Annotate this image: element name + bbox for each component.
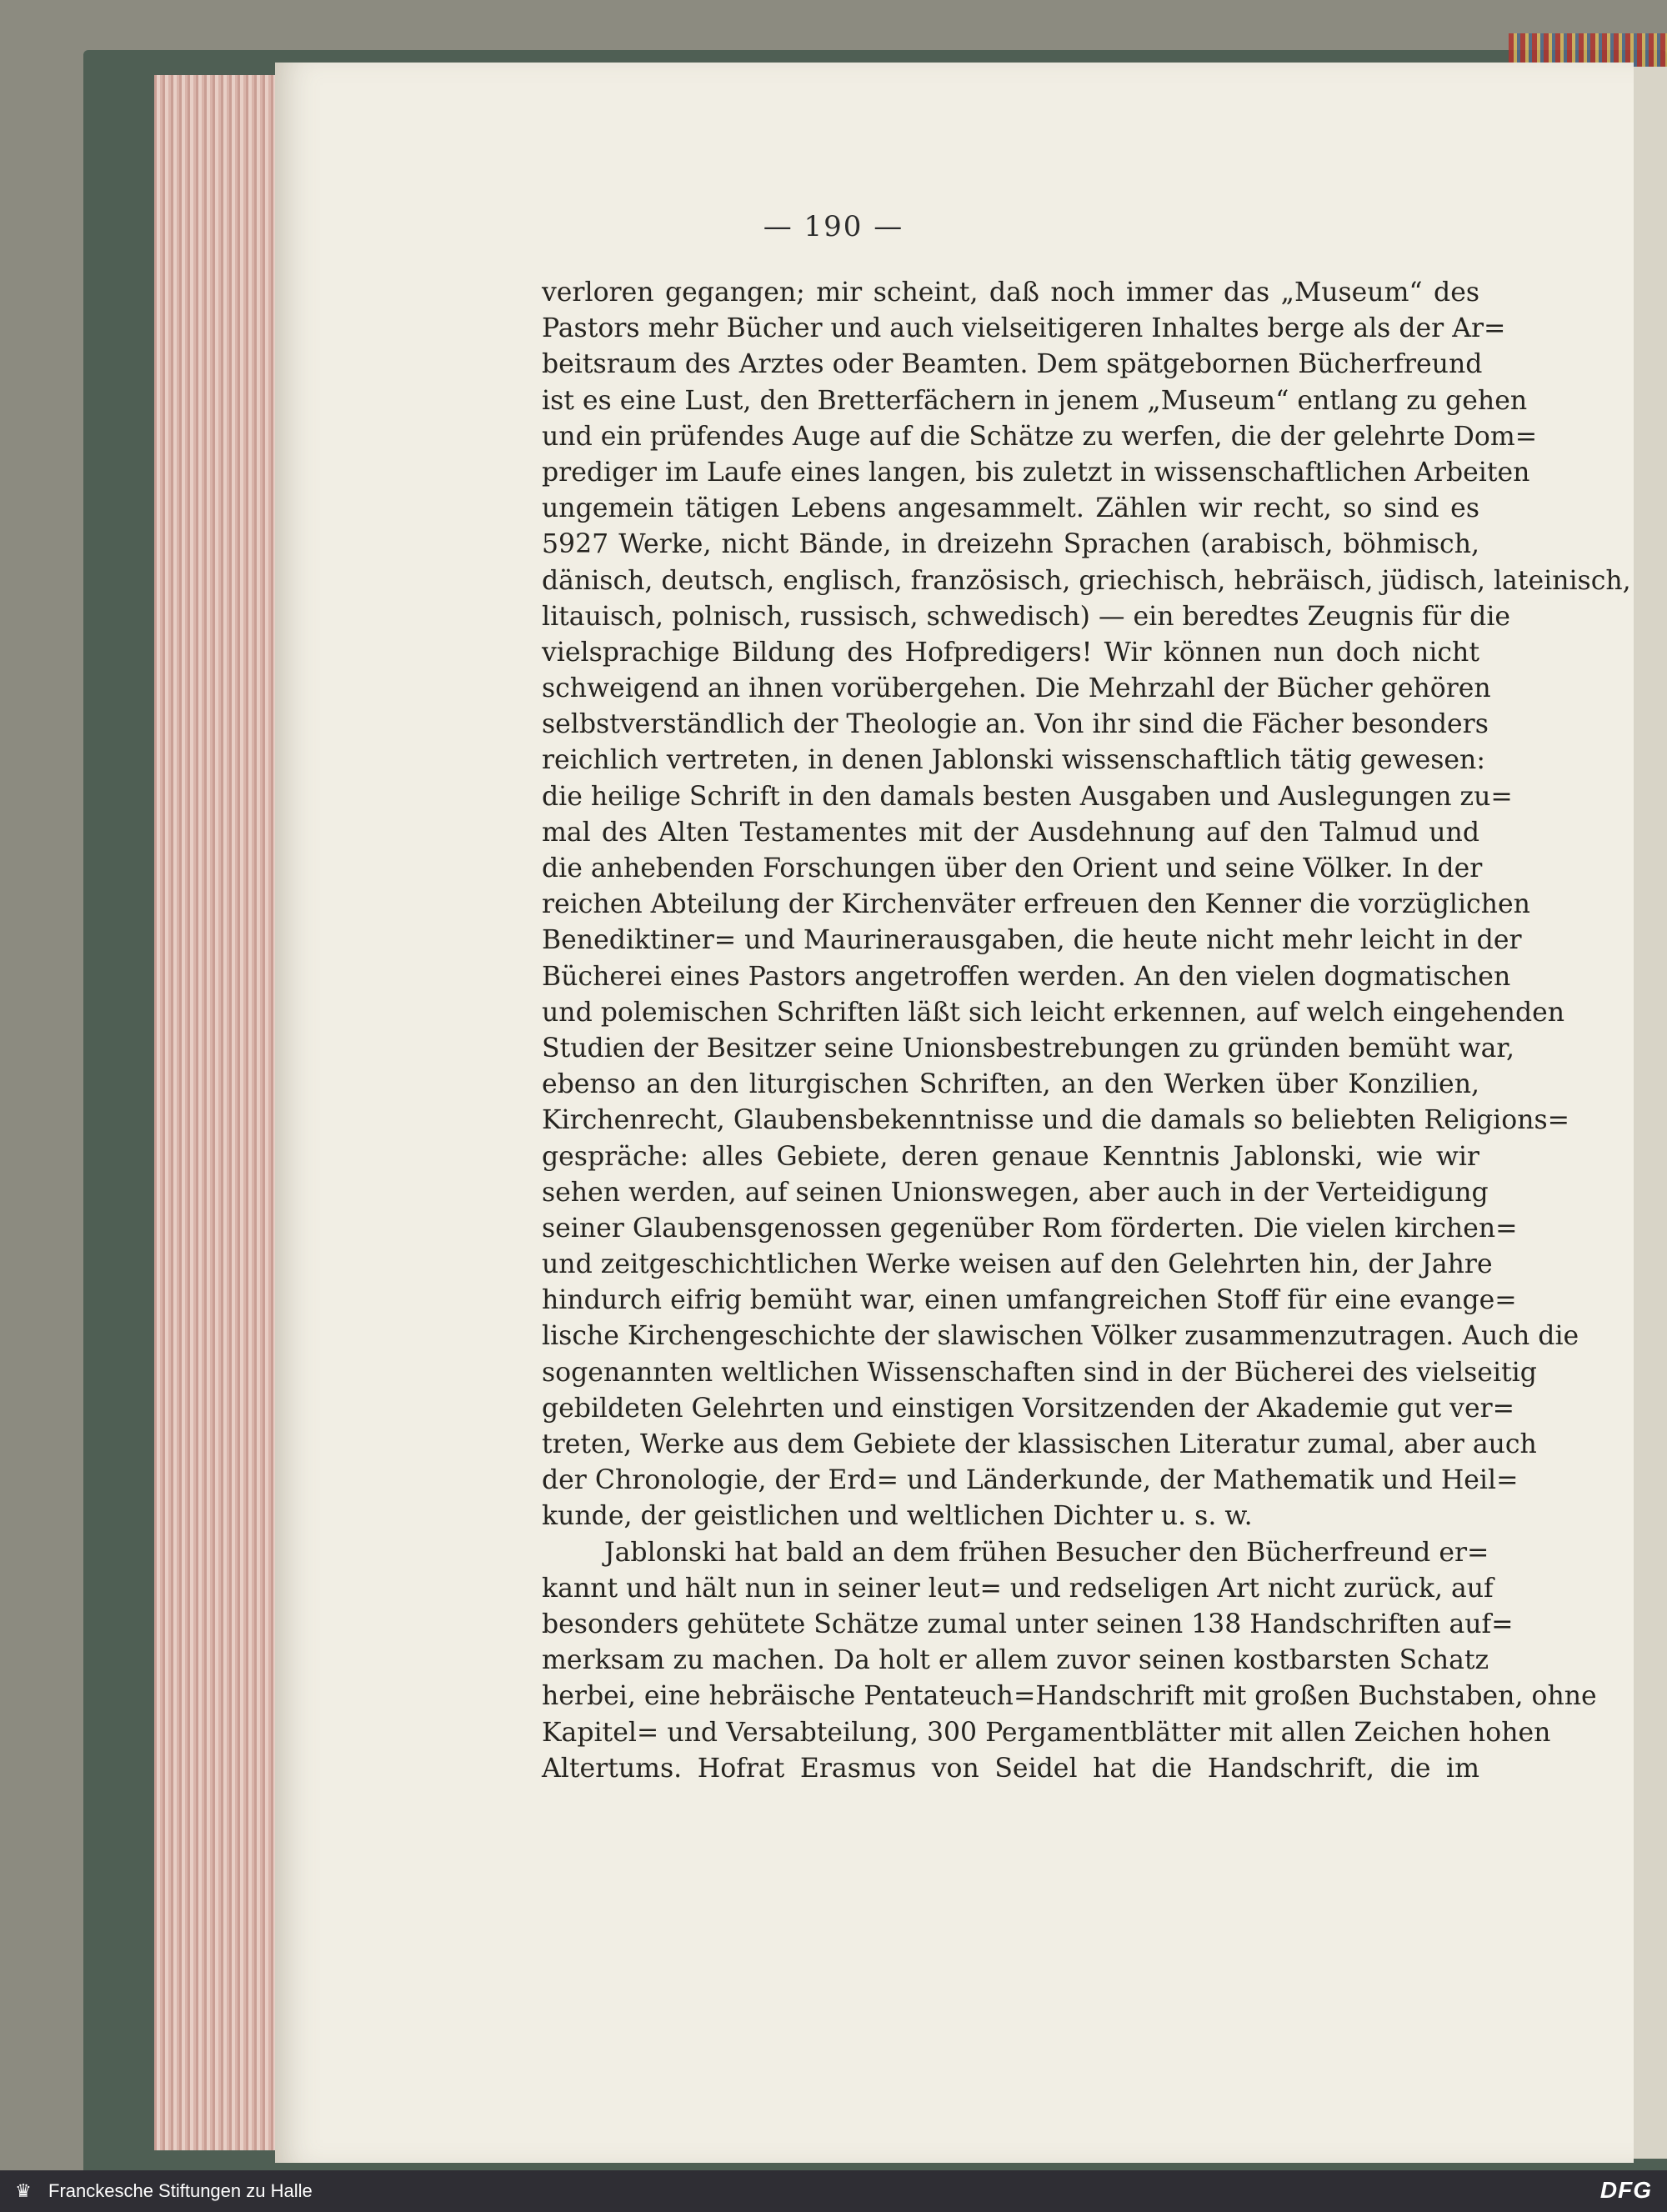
text-line: seiner Glaubensgenossen gegenüber Rom förderten. Die vielen kirchen= [542, 1213, 1518, 1244]
text-line: Pastors mehr Bücher und auch vielseitigeren Inhaltes berge als der Ar= [542, 313, 1506, 344]
text-line: schweigend an ihnen vorübergehen. Die Mehrzahl der Bücher gehören [542, 673, 1491, 704]
text-line: gebildeten Gelehrten und einstigen Vorsitzenden der Akademie gut ver= [542, 1393, 1515, 1424]
text-line: Benediktiner= und Maurinerausgaben, die heute nicht mehr leicht in der [542, 925, 1522, 956]
text-line: reichen Abteilung der Kirchenväter erfreuen den Kenner die vorzüglichen [542, 889, 1530, 920]
text-line: kannt und hält nun in seiner leut= und redseligen Art nicht zurück, auf [542, 1573, 1494, 1604]
page-number: — 190 — [763, 210, 904, 243]
text-line: merksam zu machen. Da holt er allem zuvor seinen kostbarsten Schatz [542, 1645, 1489, 1676]
text-line: gespräche: alles Gebiete, deren genaue Kenntnis Jablonski, wie wir [542, 1141, 1479, 1172]
text-line: besonders gehütete Schätze zumal unter seinen 138 Handschriften auf= [542, 1609, 1514, 1639]
text-line: Kirchenrecht, Glaubensbekenntnisse und die damals so beliebten Religions= [542, 1105, 1570, 1136]
text-line: und ein prüfendes Auge auf die Schätze zu werfen, die der gelehrte Dom= [542, 421, 1538, 452]
text-line: Jablonski hat bald an dem frühen Besucher den Bücherfreund er= [604, 1537, 1489, 1568]
text-line: Altertums. Hofrat Erasmus von Seidel hat die Handschrift, die im [542, 1753, 1479, 1784]
dfg-logo[interactable]: DFG [1599, 2177, 1652, 2203]
text-line: ungemein tätigen Lebens angesammelt. Zählen wir recht, so sind es [542, 493, 1479, 524]
text-line: treten, Werke aus dem Gebiete der klassischen Literatur zumal, aber auch [542, 1429, 1537, 1459]
text-line: sogenannten weltlichen Wissenschaften sind in der Bücherei des vielseitig [542, 1357, 1537, 1388]
text-line: vielsprachige Bildung des Hofpredigers! Wir können nun doch nicht [542, 637, 1479, 668]
franckesche-stiftungen-logo-icon[interactable]: ♛ [15, 2180, 32, 2202]
text-line: ebenso an den liturgischen Schriften, an den Werken über Konzilien, [542, 1069, 1479, 1100]
text-line: dänisch, deutsch, englisch, französisch, griechisch, hebräisch, jüdisch, lateinisch, [542, 565, 1631, 596]
text-line: hindurch eifrig bemüht war, einen umfangreichen Stoff für eine evange= [542, 1285, 1517, 1316]
text-line: ist es eine Lust, den Bretterfächern in jenem „Museum“ entlang zu gehen [542, 385, 1528, 416]
text-line: kunde, der geistlichen und weltlichen Dichter u. s. w. [542, 1501, 1253, 1532]
text-line: die heilige Schrift in den damals besten Ausgaben und Auslegungen zu= [542, 781, 1513, 812]
page-text [542, 275, 1631, 1787]
text-line: beitsraum des Arztes oder Beamten. Dem spätgebornen Bücherfreund [542, 349, 1483, 380]
text-line: und polemischen Schriften läßt sich leicht erkennen, auf welch eingehenden [542, 997, 1565, 1028]
text-line: Kapitel= und Versabteilung, 300 Pergamentblätter mit allen Zeichen hohen [542, 1717, 1551, 1748]
page-edges [154, 75, 281, 2150]
text-line: mal des Alten Testamentes mit der Ausdehnung auf den Talmud und [542, 817, 1479, 848]
text-line: die anhebenden Forschungen über den Orient und seine Völker. In der [542, 853, 1483, 883]
text-line: Studien der Besitzer seine Unionsbestrebungen zu gründen bemüht war, [542, 1033, 1514, 1063]
text-line: verloren gegangen; mir scheint, daß noch immer das „Museum“ des [542, 278, 1479, 308]
text-line: der Chronologie, der Erd= und Länderkunde, der Mathematik und Heil= [542, 1465, 1519, 1496]
facing-page-edge [1634, 67, 1667, 2159]
text-line: litauisch, polnisch, russisch, schwedisch) — ein beredtes Zeugnis für die [542, 601, 1511, 632]
text-line: lische Kirchengeschichte der slawischen Völker zusammenzutragen. Auch die [542, 1321, 1579, 1352]
text-line: 5927 Werke, nicht Bände, in dreizehn Sprachen (arabisch, böhmisch, [542, 529, 1479, 560]
text-line: reichlich vertreten, in denen Jablonski wissenschaftlich tätig gewesen: [542, 745, 1485, 776]
text-line: prediger im Laufe eines langen, bis zuletzt in wissenschaftlichen Arbeiten [542, 457, 1530, 488]
text-line: selbstverständlich der Theologie an. Von ihr sind die Fächer besonders [542, 709, 1489, 740]
text-line: und zeitgeschichtlichen Werke weisen auf den Gelehrten hin, der Jahre [542, 1249, 1493, 1280]
text-line: herbei, eine hebräische Pentateuch=Handschrift mit großen Buchstaben, ohne [542, 1681, 1597, 1712]
text-line: Bücherei eines Pastors angetroffen werden. An den vielen dogmatischen [542, 961, 1511, 992]
footer-institution[interactable]: Franckesche Stiftungen zu Halle [48, 2180, 313, 2201]
text-line: sehen werden, auf seinen Unionswegen, aber auch in der Verteidigung [542, 1177, 1489, 1208]
